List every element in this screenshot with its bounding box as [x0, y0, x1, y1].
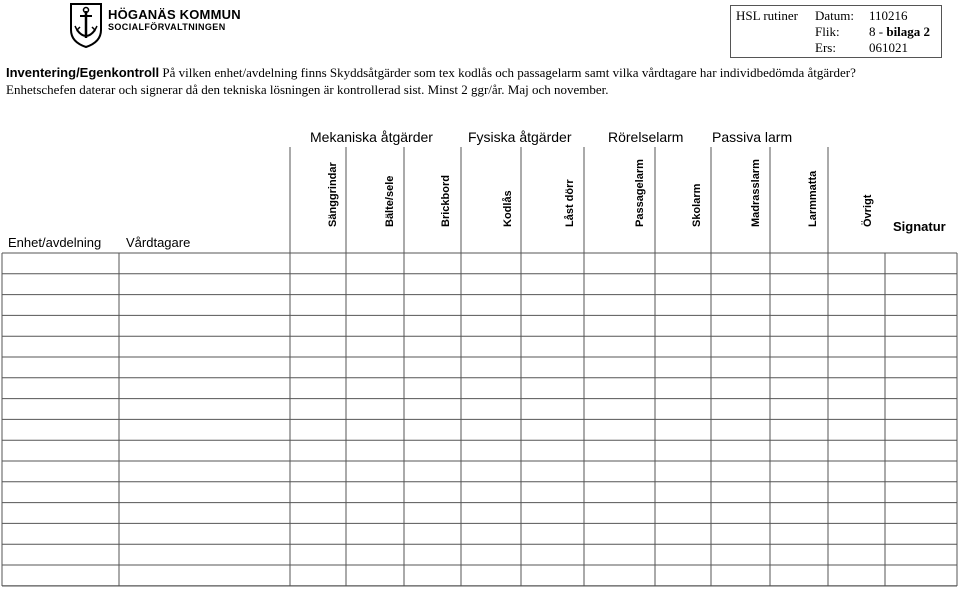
ers-value: 061021	[869, 40, 908, 55]
group-passive-alarm: Passiva larm	[712, 129, 793, 145]
flik-label: Flik:	[815, 24, 840, 39]
col-ovrigt: Övrigt	[862, 194, 874, 227]
col-madrasslarm: Madrasslarm	[750, 159, 762, 227]
form-title: Inventering/Egenkontroll	[6, 65, 160, 80]
datum-value: 110216	[869, 8, 908, 23]
col-passagelarm: Passagelarm	[634, 159, 646, 227]
logo-department: SOCIALFÖRVALTNINGEN	[108, 22, 226, 32]
col-enhet: Enhet/avdelning	[8, 235, 102, 250]
col-vardtagare: Vårdtagare	[126, 235, 191, 250]
instructions-text1: På vilken enhet/avdelning finns Skyddsåtgärder som tex kodlås och passagelarm samt vilka vårdtagare har individbedömda åtgärder?	[162, 65, 856, 80]
flik-value: 8 - bilaga 2	[869, 24, 931, 39]
col-last-dorr: Låst dörr	[564, 179, 576, 227]
logo-name: HÖGANÄS KOMMUN	[108, 7, 241, 22]
instructions-text2: Enhetschefen daterar och signerar då den tekniska lösningen är kontrollerad sist. Minst 2 ggr/år. Maj och november.	[6, 82, 609, 97]
col-skolarm: Skolarm	[691, 183, 703, 227]
col-sanggrindar: Sänggrindar	[327, 162, 339, 227]
col-brickbord: Brickbord	[440, 175, 452, 227]
org-label: HSL rutiner	[736, 8, 798, 23]
ers-label: Ers:	[815, 40, 836, 55]
datum-label: Datum:	[815, 8, 854, 23]
group-motion-alarm: Rörelselarm	[608, 129, 684, 145]
col-larmmatta: Larmmatta	[807, 170, 819, 227]
group-mechanical: Mekaniska åtgärder	[310, 129, 433, 145]
col-balte-sele: Bälte/sele	[384, 175, 396, 227]
col-kodlas: Kodlås	[502, 190, 514, 227]
group-physical: Fysiska åtgärder	[468, 129, 572, 145]
col-signatur: Signatur	[893, 219, 946, 234]
